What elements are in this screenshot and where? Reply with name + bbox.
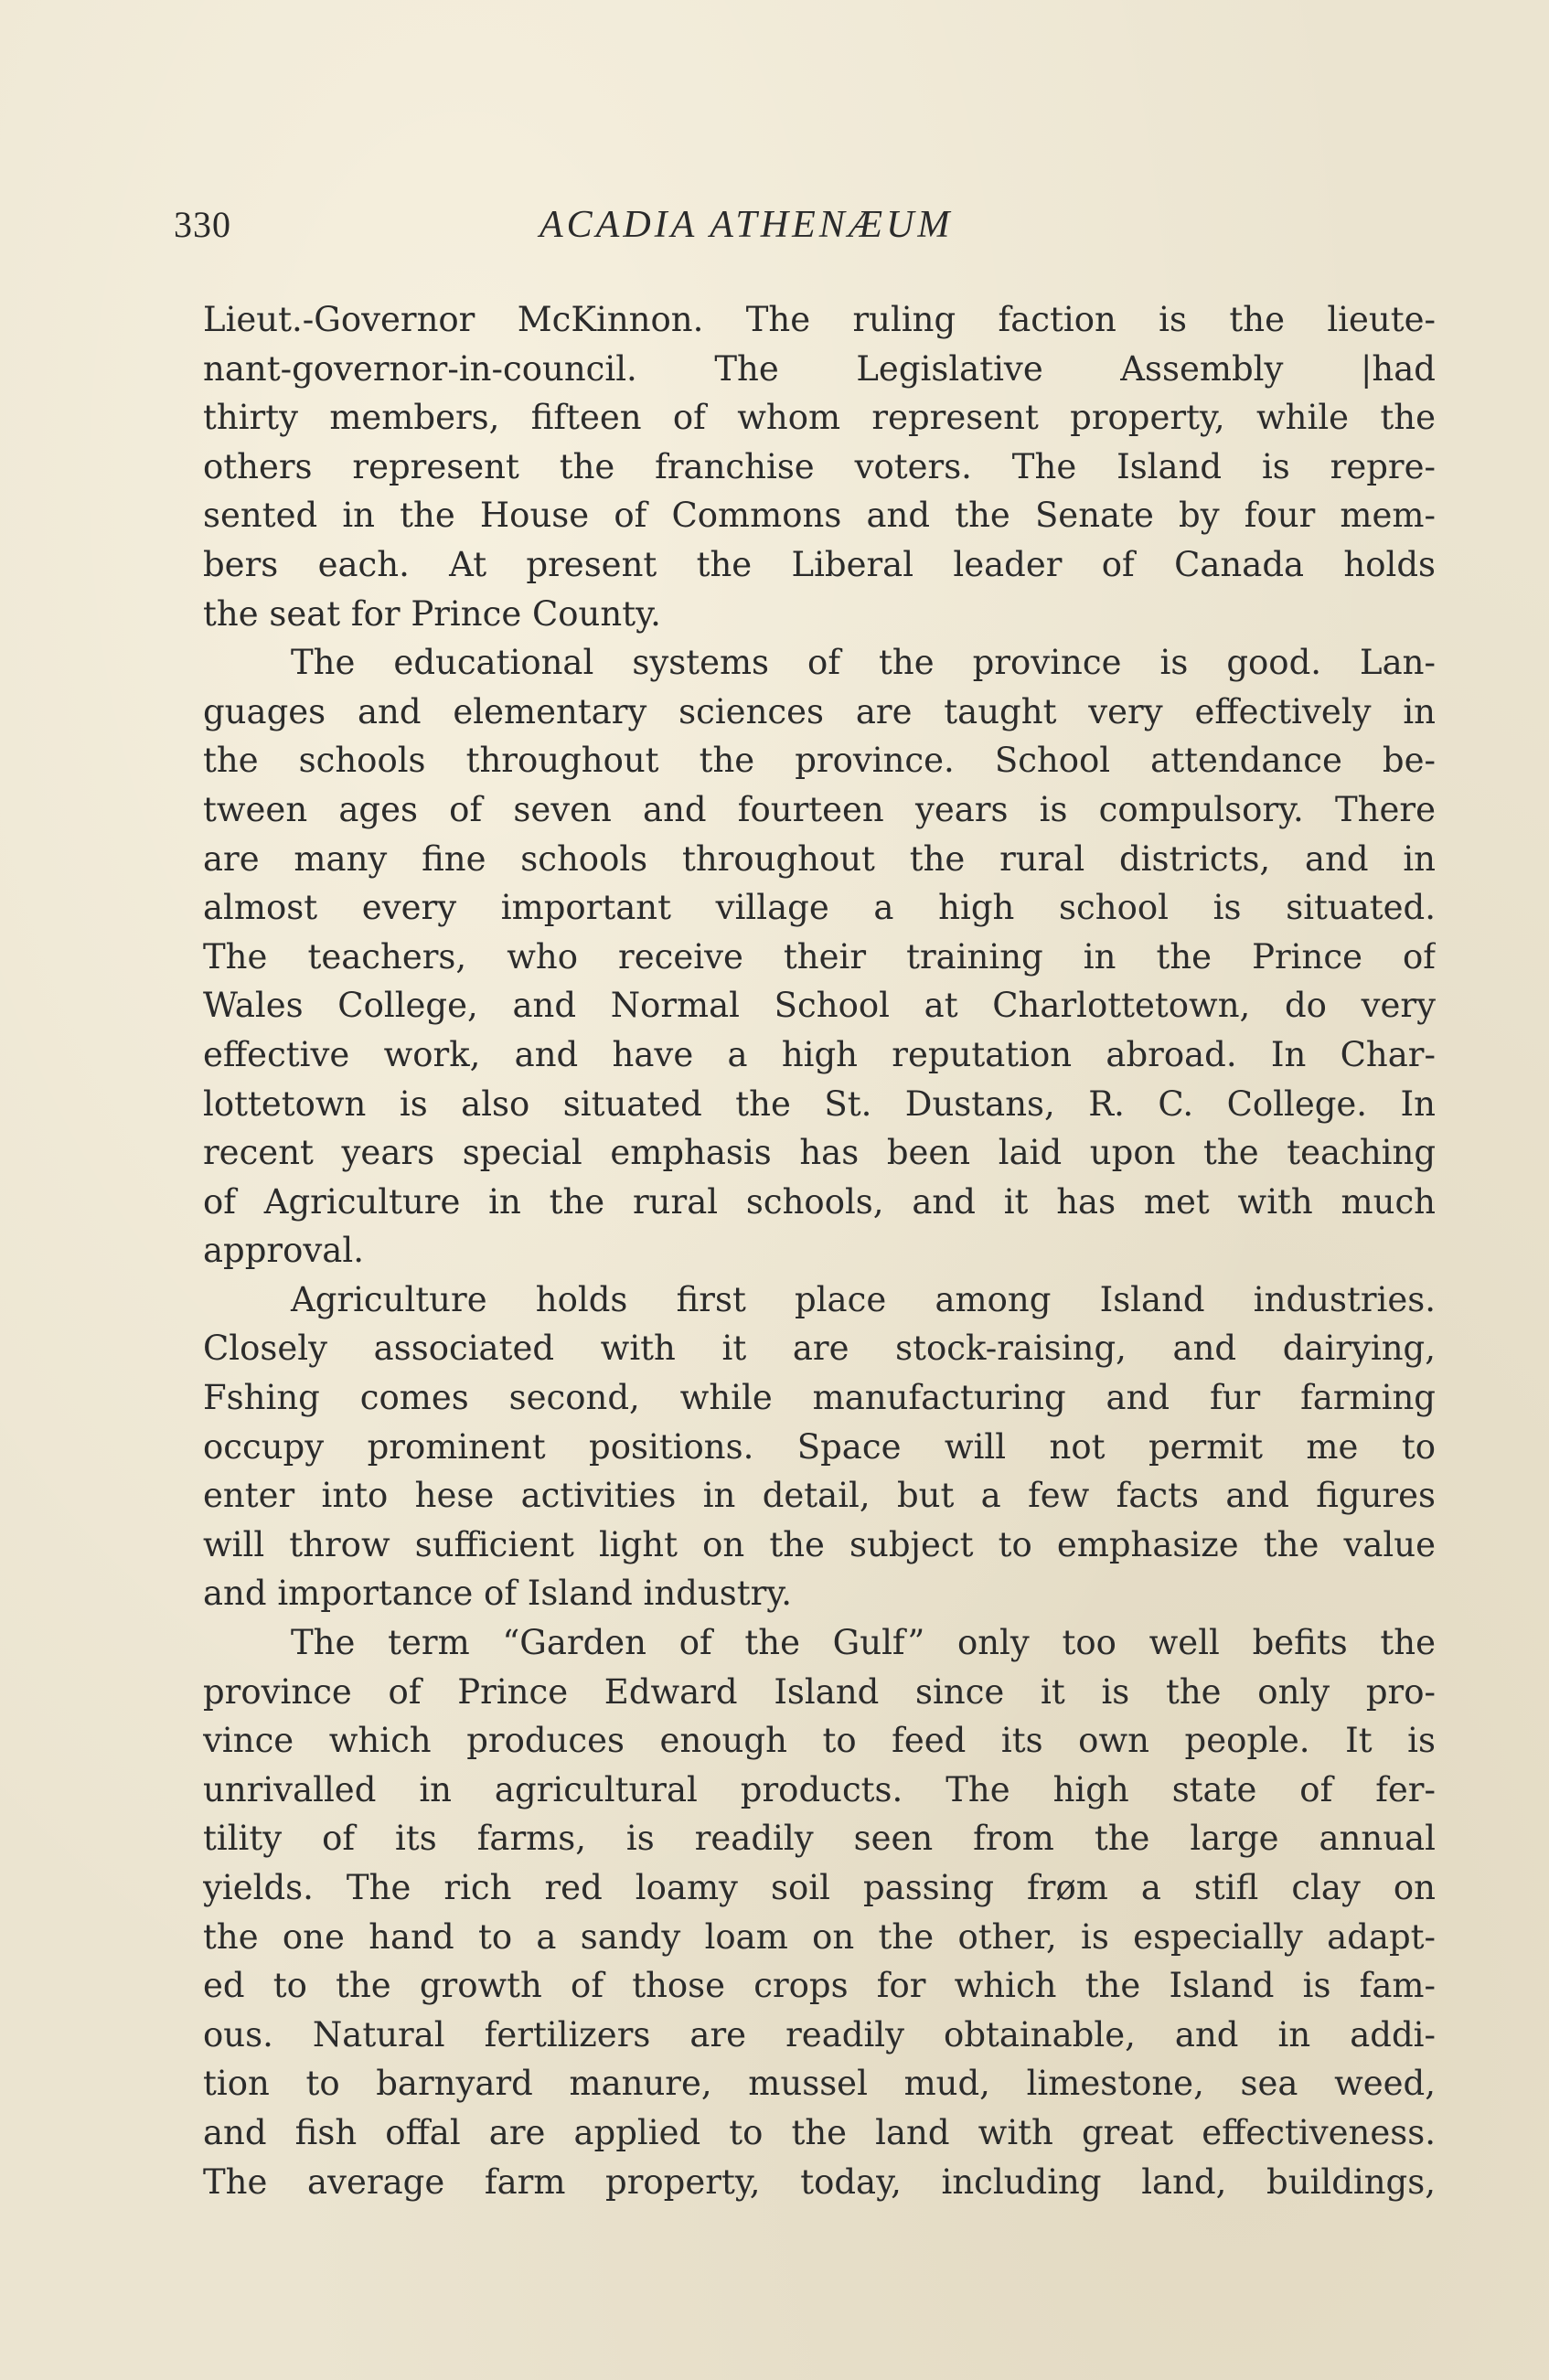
running-head [0,203,1549,258]
text-line: others represent the franchise voters. The Island is repre- [203,446,1436,486]
text-line: ous. Natural fertilizers are readily obtainable, and in addi- [203,2014,1436,2054]
text-line: The educational systems of the province is good. Lan- [291,643,1436,683]
text-line: tion to barnyard manure, mussel mud, limestone, sea weed, [203,2064,1436,2104]
text-line: thirty members, fifteen of whom represent property, while the [203,398,1436,438]
text-line: The teachers, who receive their training in the Prince of [203,936,1436,977]
text-line: yields. The rich red loamy soil passing frøm a stifl clay on [203,1868,1436,1907]
text-line: of Agriculture in the rural schools, and it has met with much [203,1181,1436,1222]
text-line: Closely associated with it are stock-raising, and dairying, [203,1329,1436,1369]
journal-title: ACADIA ATHENÆUM [539,204,954,246]
text-line: Wales College, and Normal School at Charlottetown, do very [203,986,1436,1026]
text-line: recent years special emphasis has been laid upon the teaching [203,1133,1436,1173]
text-line: The term “Garden of the Gulf” only too well befits the [291,1623,1436,1663]
text-line: Fshing comes second, while manufacturing and fur farming [203,1378,1436,1418]
text-line: almost every important village a high school is situated. [203,888,1436,928]
text-line: approval. [203,1231,364,1271]
text-line: tility of its farms, is readily seen from the large annual [203,1819,1436,1859]
text-line: province of Prince Edward Island since it is the only pro- [203,1671,1436,1712]
text-line: tween ages of seven and fourteen years is compulsory. There [203,789,1436,829]
text-line: nant-governor-in-council. The Legislative Assembly |had [203,348,1436,389]
text-line: vince which produces enough to feed its own people. It is [203,1721,1436,1761]
text-line: the one hand to a sandy loam on the other, is especially adapt- [203,1916,1436,1957]
text-line: sented in the House of Commons and the Senate by four mem- [203,496,1436,536]
text-line: lottetown is also situated the St. Dustans, R. C. College. In [203,1083,1436,1124]
text-line: the schools throughout the province. School attendance be- [203,741,1436,781]
text-line: enter into hese activities in detail, but a few facts and figures [203,1476,1436,1516]
text-line: are many fine schools throughout the rural districts, and in [203,838,1436,879]
text-line: effective work, and have a high reputation abroad. In Char- [203,1034,1436,1074]
page-number: 330 [174,204,231,245]
body-text [203,295,1436,2206]
text-line: unrivalled in agricultural products. The high state of fer- [203,1769,1436,1809]
text-line: The average farm property, today, including land, buildings, [203,2161,1436,2202]
text-line: Agriculture holds first place among Island industries. [291,1279,1436,1319]
text-line: and importance of Island industry. [203,1574,793,1614]
text-line: occupy prominent positions. Space will not permit me to [203,1426,1436,1467]
text-line: will throw sufficient light on the subject to emphasize the value [203,1524,1436,1564]
text-line: Lieut.-Governor McKinnon. The ruling faction is the lieute- [203,300,1436,339]
text-line: the seat for Prince County. [203,593,661,634]
text-line: ed to the growth of those crops for which the Island is fam- [203,1966,1436,2006]
text-line: guages and elementary sciences are taught very effectively in [203,691,1436,731]
text-line: and fish offal are applied to the land with great effectiveness. [203,2112,1436,2152]
text-line: bers each. At present the Liberal leader of Canada holds [203,544,1436,584]
